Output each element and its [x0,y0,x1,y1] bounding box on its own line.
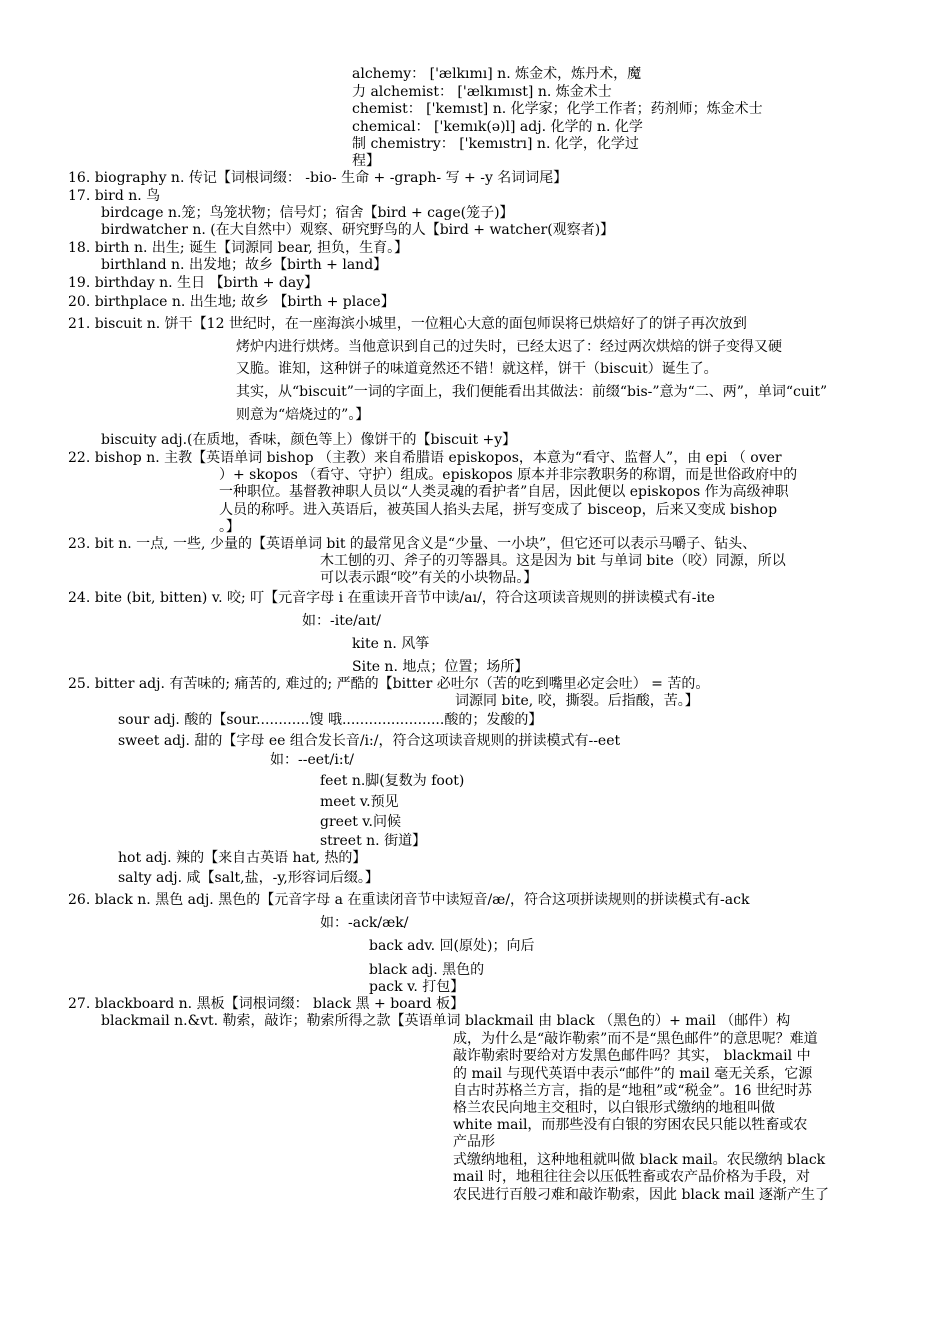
text-line: alchemy： ['ælkımı] n. 炼金术，炼丹术，魔 [352,66,642,82]
sub-entry: sweet adj. 甜的【字母 ee 组合发长音/i:/，符合这项读音规则的拼读模式有--eet [118,733,621,749]
sub-entry: sour adj. 酸的【sour............馊 哦.......................酸的；发酸的】 [118,712,543,728]
text-line: pack v. 打包】 [369,979,465,995]
entry-24: 24. bite (bit, bitten) v. 咬; 叮【元音字母 i 在重读开音节中读/aı/，符合这项读音规则的拼读模式有-ite [68,590,715,606]
text-line: 。】 [219,519,240,535]
entry-27: 27. blackboard n. 黑板【词根词缀： black 黑 + board 板】 [68,996,465,1012]
sub-entry: salty adj. 咸【salt,盐，-y,形容词后缀。】 [118,870,379,886]
text-line: 的 mail 与现代英语中表示“邮件”的 mail 毫无关系，它源 [453,1066,813,1082]
text-line: meet v.预见 [320,794,399,810]
sub-entry: blackmail n.&vt. 勒索，敲诈；勒索所得之款【英语单词 blackmail 由 black （黑色的）+ mail （邮件）构 [101,1013,791,1029]
text-line: chemist： ['kemıst] n. 化学家；化学工作者；药剂师；炼金术士 [352,101,763,117]
text-line: white mail，而那些没有白银的穷困农民只能以牲畜或农 [453,1117,808,1133]
text-line: greet v.问候 [320,814,401,830]
text-line: 产品形 [453,1134,495,1150]
text-line: ）+ skopos （看守、守护）组成。episkopos 原本并非宗教职务的称谓，而是世俗政府中的 [219,467,798,483]
entry-21: 21. biscuit n. 饼干【12 世纪时，在一座海滨小城里，一位粗心大意的面包师误将已烘焙好了的饼子再次放到 [68,316,747,332]
sub-entry: hot adj. 辣的【来自古英语 hat, 热的】 [118,850,367,866]
text-line: 其实，从“biscuit”一词的字面上，我们便能看出其做法：前缀“bis-”意为“二、两”，单词“cuit” [236,384,828,400]
entry-18: 18. birth n. 出生; 诞生【词源同 bear, 担负，生育。】 [68,240,409,256]
text-line: 词源同 bite, 咬，撕裂。后指酸，苦。】 [455,693,699,709]
text-line: 可以表示跟“咬”有关的小块物品。】 [320,570,538,586]
entry-23: 23. bit n. 一点, 一些, 少量的【英语单词 bit 的最常见含义是“少量、一小块”，但它还可以表示马嚼子、钻头、 [68,536,757,552]
text-line: 如：--eet/i:t/ [270,752,354,768]
text-line: 如：-ite/aıt/ [302,613,382,629]
text-line: 人员的称呼。进入英语后，被英国人掐头去尾，拼写变成了 bisceop，后来又变成 bishop [219,502,778,518]
sub-entry: biscuity adj.(在质地，香味，颜色等上）像饼干的【biscuit +y】 [101,432,517,448]
text-line: 力 alchemist： ['ælkımıst] n. 炼金术士 [352,84,612,100]
sub-entry: birthland n. 出发地；故乡【birth + land】 [101,257,388,273]
text-line: mail 时，地租往往会以压低牲畜或农产品价格为手段，对 [453,1169,811,1185]
entry-17: 17. bird n. 鸟 [68,188,161,204]
text-line: 则意为“焙烧过的”。】 [236,407,370,423]
text-line: chemical： ['kemık(ə)l] adj. 化学的 n. 化学 [352,119,643,135]
text-line: feet n.脚(复数为 foot) [320,773,465,789]
text-line: 一种职位。基督教神职人员以“人类灵魂的看护者”自居，因此便以 episkopos 作为高级神职 [219,484,789,500]
text-line: 成，为什么是“敲诈勒索”而不是“黑色邮件”的意思呢？难道 [453,1031,818,1047]
text-line: 如：-ack/æk/ [320,915,409,931]
text-line: black adj. 黑色的 [369,962,485,978]
text-line: 烤炉内进行烘烤。当他意识到自己的过失时，已经太迟了：经过两次烘焙的饼子变得又硬 [236,339,782,355]
text-line: 程】 [352,153,380,169]
text-line: street n. 街道】 [320,833,427,849]
entry-19: 19. birthday n. 生日 【birth + day】 [68,275,319,291]
text-line: back adv. 回(原处)；向后 [369,938,535,954]
sub-entry: birdcage n.笼；鸟笼状物；信号灯；宿舍【bird + cage(笼子)】 [101,205,514,221]
entry-20: 20. birthplace n. 出生地; 故乡 【birth + place】 [68,294,395,310]
text-line: 自古时苏格兰方言，指的是“地租”或“税金”。16 世纪时苏 [453,1083,812,1099]
text-line: 木工刨的刃、斧子的刃等器具。这是因为 bit 与单词 bite（咬）同源，所以 [320,553,786,569]
text-line: 式缴纳地租，这种地租就叫做 black mail。农民缴纳 black [453,1152,826,1168]
text-line: kite n. 风筝 [352,636,430,652]
text-line: 农民进行百般刁难和敲诈勒索，因此 black mail 逐渐产生了 [453,1187,830,1203]
entry-26: 26. black n. 黑色 adj. 黑色的【元音字母 a 在重读闭音节中读短音/æ/，符合这项拼读规则的拼读模式有-ack [68,892,750,908]
entry-25: 25. bitter adj. 有苦味的; 痛苦的, 难过的; 严酷的【bitter 必吐尔（苦的吃到嘴里必定会吐） = 苦的。 [68,676,710,692]
text-line: 格兰农民向地主交租时，以白银形式缴纳的地租叫做 [453,1100,775,1116]
text-line: 制 chemistry： ['kemıstrı] n. 化学，化学过 [352,136,639,152]
sub-entry: birdwatcher n. (在大自然中）观察、研究野鸟的人【bird + watcher(观察者)】 [101,222,615,238]
entry-22: 22. bishop n. 主教【英语单词 bishop （主教）来自希腊语 episkopos，本意为“看守、监督人”，由 epi （ over [68,450,782,466]
text-line: Site n. 地点；位置；场所】 [352,659,529,675]
text-line: 又脆。谁知，这种饼子的味道竟然还不错！就这样，饼干（biscuit）诞生了。 [236,361,718,377]
entry-16: 16. biography n. 传记【词根词缀： -bio- 生命 + -graph- 写 + -y 名词词尾】 [68,170,568,186]
text-line: 敲诈勒索时要给对方发黑色邮件吗？其实， blackmail 中 [453,1048,811,1064]
